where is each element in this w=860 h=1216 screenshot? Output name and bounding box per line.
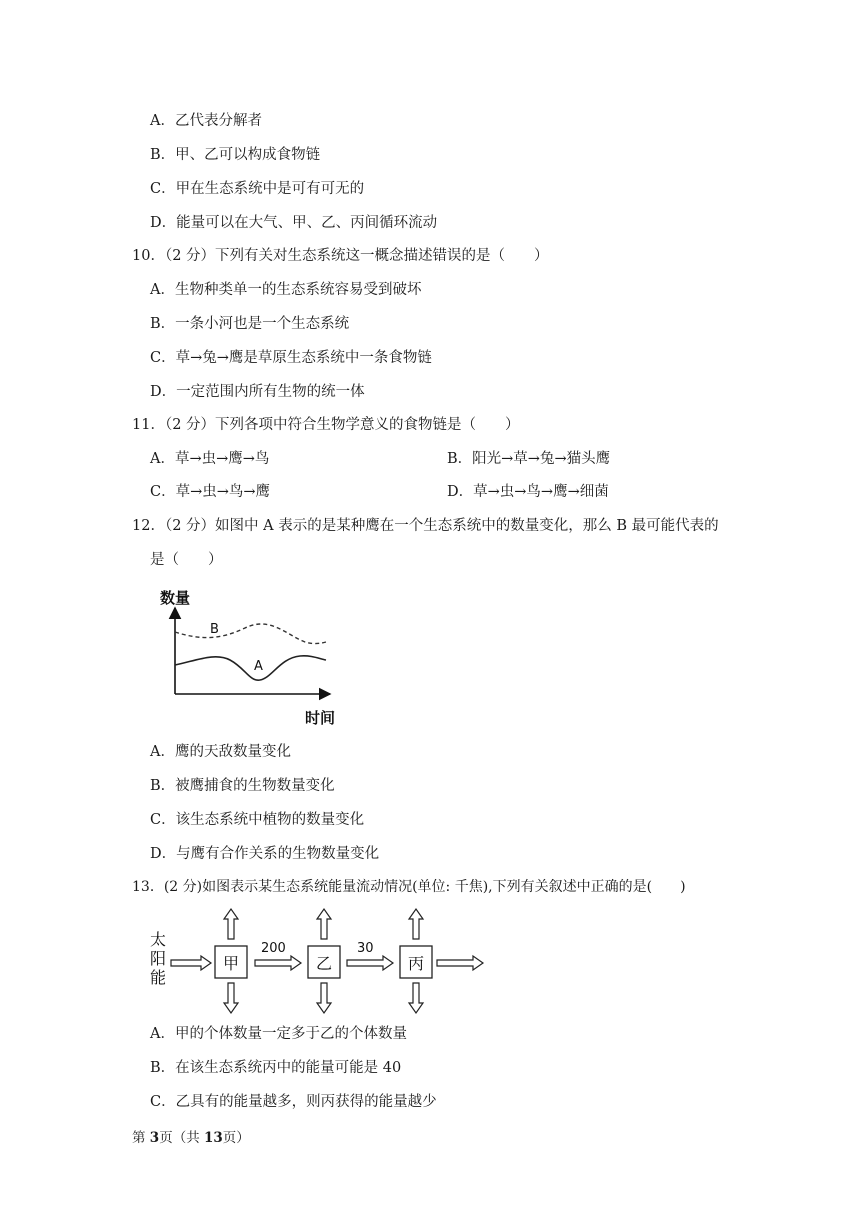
y-axis-label: 数量	[160, 589, 191, 607]
arrow-yi-up	[317, 909, 331, 939]
q10-option-c: C．草→兔→鹰是草原生态系统中一条食物链	[150, 350, 432, 366]
q13-option-a: A．甲的个体数量一定多于乙的个体数量	[150, 1026, 407, 1042]
q13-option-b: B．在该生态系统丙中的能量可能是 40	[150, 1060, 402, 1076]
curve-b-label: B	[210, 622, 219, 637]
q12-option-b: B．被鹰捕食的生物数量变化	[150, 778, 335, 794]
arrow-bing-out	[437, 956, 483, 970]
q12-option-a: A．鹰的天敌数量变化	[150, 744, 291, 760]
arrow-bing-up	[409, 909, 423, 939]
arrow-jia-up	[224, 909, 238, 939]
page-footer	[132, 1126, 250, 1146]
x-axis-label: 时间	[305, 709, 336, 727]
q10-option-d: D．一定范围内所有生物的统一体	[150, 384, 365, 400]
q12-stem-line2: 是（ ）	[150, 552, 223, 568]
q9-option-c: C．甲在生态系统中是可有可无的	[150, 181, 365, 197]
footer-page-number: 3	[149, 1130, 160, 1146]
q11-option-c: C．草→虫→鸟→鹰	[150, 484, 271, 500]
curve-b	[175, 624, 326, 644]
footer-total-pages: 13	[204, 1130, 223, 1146]
footer-prefix: 第	[132, 1130, 150, 1146]
source-char-1: 太	[150, 930, 167, 949]
arrow-bing-down	[409, 983, 423, 1013]
q12-population-graph	[150, 584, 350, 730]
q11-option-a: A．草→虫→鹰→鸟	[150, 451, 270, 467]
arrow-sun-to-jia	[171, 956, 211, 970]
curve-a-label: A	[254, 659, 263, 674]
q10-stem: 10．（2 分）下列有关对生态系统这一概念描述错误的是（ ）	[132, 248, 549, 264]
arrow-yi-to-bing	[347, 956, 393, 970]
box-yi-label: 乙	[316, 954, 333, 973]
q12-stem-line1: 12．（2 分）如图中 A 表示的是某种鹰在一个生态系统中的数量变化，那么 B 最可能代表的	[132, 518, 719, 534]
arrow-jia-down	[224, 983, 238, 1013]
footer-suffix: 页）	[222, 1130, 250, 1146]
flow-label-30: 30	[357, 941, 374, 956]
q10-option-b: B．一条小河也是一个生态系统	[150, 316, 350, 332]
curve-a	[175, 656, 326, 680]
q10-option-a: A．生物种类单一的生态系统容易受到破坏	[150, 282, 422, 298]
q9-option-a: A．乙代表分解者	[150, 113, 262, 129]
q13-stem: 13．(2 分)如图表示某生态系统能量流动情况(单位: 千焦),下列有关叙述中正确的是( )	[132, 879, 686, 895]
footer-mid: 页（共	[159, 1130, 204, 1146]
q12-option-c: C．该生态系统中植物的数量变化	[150, 812, 365, 828]
q11-option-d: D．草→虫→鸟→鹰→细菌	[447, 484, 609, 500]
q12-option-d: D．与鹰有合作关系的生物数量变化	[150, 846, 380, 862]
q13-option-c: C．乙具有的能量越多，则丙获得的能量越少	[150, 1094, 437, 1110]
source-char-3: 能	[150, 968, 167, 987]
q9-option-b: B．甲、乙可以构成食物链	[150, 147, 321, 163]
flow-label-200: 200	[261, 941, 286, 956]
source-char-2: 阳	[150, 949, 167, 968]
q13-energy-flow-diagram	[145, 905, 490, 1015]
arrow-yi-down	[317, 983, 331, 1013]
q9-option-d: D．能量可以在大气、甲、乙、丙间循环流动	[150, 215, 438, 231]
q11-option-b: B．阳光→草→兔→猫头鹰	[447, 451, 611, 467]
q11-stem: 11．（2 分）下列各项中符合生物学意义的食物链是（ ）	[132, 417, 520, 433]
arrow-jia-to-yi	[255, 956, 301, 970]
box-jia-label: 甲	[223, 954, 240, 973]
box-bing-label: 丙	[408, 954, 425, 973]
